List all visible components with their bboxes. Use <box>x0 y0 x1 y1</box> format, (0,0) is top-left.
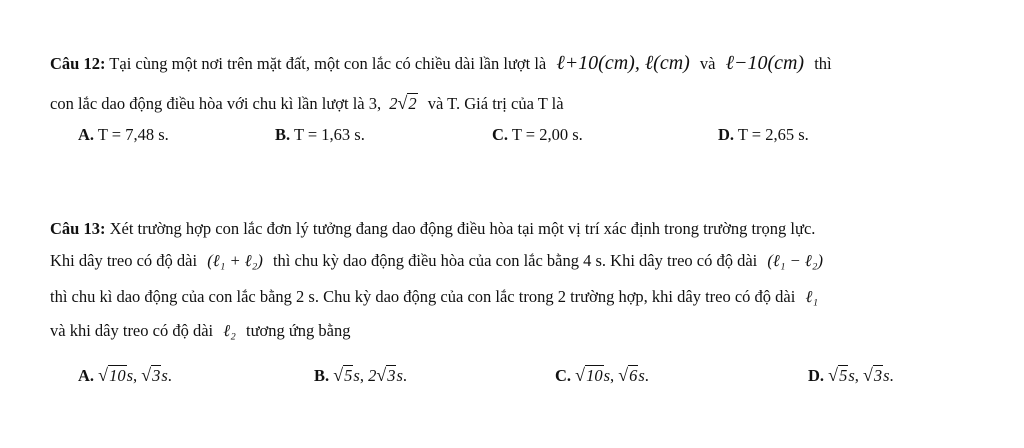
unit: s <box>353 366 360 385</box>
unit: s <box>396 366 403 385</box>
q12-and: và <box>699 54 716 73</box>
radicand-2: 6 <box>629 366 638 385</box>
unit: s <box>161 366 168 385</box>
sqrt-2: √3 <box>376 365 396 385</box>
q12-sqrt-value: 2 <box>408 94 417 113</box>
sqrt-2: √6 <box>618 365 638 385</box>
q13-line1-text: Xét trường hợp con lắc đơn lý tưởng đang dao động điều hòa tại một vị trí xác định trong trường trọng lực. <box>109 219 816 238</box>
q12-line1-text: Tại cùng một nơi trên mặt đất, một con lắc có chiều dài lần lượt là <box>109 54 547 73</box>
q13-expr-diff: (ℓ₁ − ℓ₂) <box>767 251 823 270</box>
sqrt-2: √3 <box>141 365 161 385</box>
q12-line-2 <box>50 92 564 115</box>
option-letter: D. <box>718 125 735 144</box>
option-letter: C. <box>555 366 572 385</box>
q13-line-1 <box>50 218 815 240</box>
option-text: T = 1,63 s. <box>293 125 365 144</box>
option-letter: C. <box>492 125 509 144</box>
option-text: T = 2,65 s. <box>737 125 809 144</box>
sqrt-1: √5 <box>333 365 353 385</box>
radicand-2: 3 <box>873 366 883 385</box>
option-letter: B. <box>314 366 330 385</box>
radicand-1: 5 <box>344 366 353 385</box>
q13-option-d[interactable]: D. √5s, √3s. <box>808 365 894 385</box>
q12-label: Câu 12: <box>50 54 106 73</box>
q13-expr-l2: ℓ₂ <box>223 321 236 340</box>
sqrt-1: √10 <box>98 365 126 385</box>
option-text: T = 2,00 s. <box>511 125 583 144</box>
q13-line2-text-a: Khi dây treo có độ dài <box>50 251 198 270</box>
q13-option-b[interactable]: B. √5s, 2√3s. <box>314 365 408 385</box>
q12-expr1: ℓ+10(cm), ℓ(cm) <box>556 52 690 74</box>
q12-option-a[interactable] <box>78 124 169 146</box>
unit: s <box>883 366 890 385</box>
q13-expr-l1: ℓ₁ <box>805 287 819 306</box>
q13-line-2 <box>50 250 823 272</box>
q13-label: Câu 13: <box>50 219 106 238</box>
q12-then: thì <box>814 54 832 73</box>
q12-sqrt-coef: 2 <box>389 94 398 113</box>
unit: s <box>126 366 133 385</box>
option-text: T = 7,48 s. <box>97 125 169 144</box>
q13-line2-text-b: thì chu kỳ dao động điều hòa của con lắc bằng 4 s. Khi dây treo có độ dài <box>272 251 758 270</box>
unit: s <box>603 366 610 385</box>
q13-line-4 <box>50 320 351 342</box>
q12-option-b[interactable] <box>275 124 365 146</box>
q12-sqrt: √2 <box>397 93 417 113</box>
radicand-1: 5 <box>839 366 848 385</box>
q12-expr2: ℓ−10(cm) <box>725 52 805 74</box>
sqrt-2: √3 <box>862 365 883 385</box>
q13-line4-text-b: tương ứng bằng <box>245 321 351 340</box>
q12-line-1 <box>50 52 832 75</box>
q12-option-c[interactable] <box>492 124 583 146</box>
q13-line3-text-a: thì chu kì dao động của con lắc bằng 2 s. Chu kỳ dao động của con lắc trong 2 trường hợp, khi dây treo có độ dài <box>50 287 796 306</box>
unit: s <box>638 366 645 385</box>
q12-line2-text-a: con lắc dao động điều hòa với chu kì lần lượt là 3, <box>50 94 382 113</box>
option-letter: B. <box>275 125 291 144</box>
q13-line4-text-a: và khi dây treo có độ dài <box>50 321 214 340</box>
q12-option-d[interactable] <box>718 124 809 146</box>
unit: s <box>848 366 855 385</box>
option-letter: A. <box>78 366 95 385</box>
radicand-1: 10 <box>586 366 603 385</box>
option-letter: A. <box>78 125 95 144</box>
coef-2: 2 <box>368 366 377 385</box>
q13-option-c[interactable]: C. √10s, √6s. <box>555 365 649 385</box>
radicand-2: 3 <box>387 366 396 385</box>
radicand-1: 10 <box>109 366 126 385</box>
q13-line-3 <box>50 286 818 308</box>
radicand-2: 3 <box>152 366 161 385</box>
sqrt-1: √5 <box>828 365 848 385</box>
q13-expr-sum: (ℓ₁ + ℓ₂) <box>207 251 263 270</box>
q13-option-a[interactable]: A. √10s, √3s. <box>78 365 172 385</box>
q12-line2-text-b: và T. Giá trị của T là <box>427 94 564 113</box>
option-letter: D. <box>808 366 825 385</box>
sqrt-1: √10 <box>575 365 603 385</box>
